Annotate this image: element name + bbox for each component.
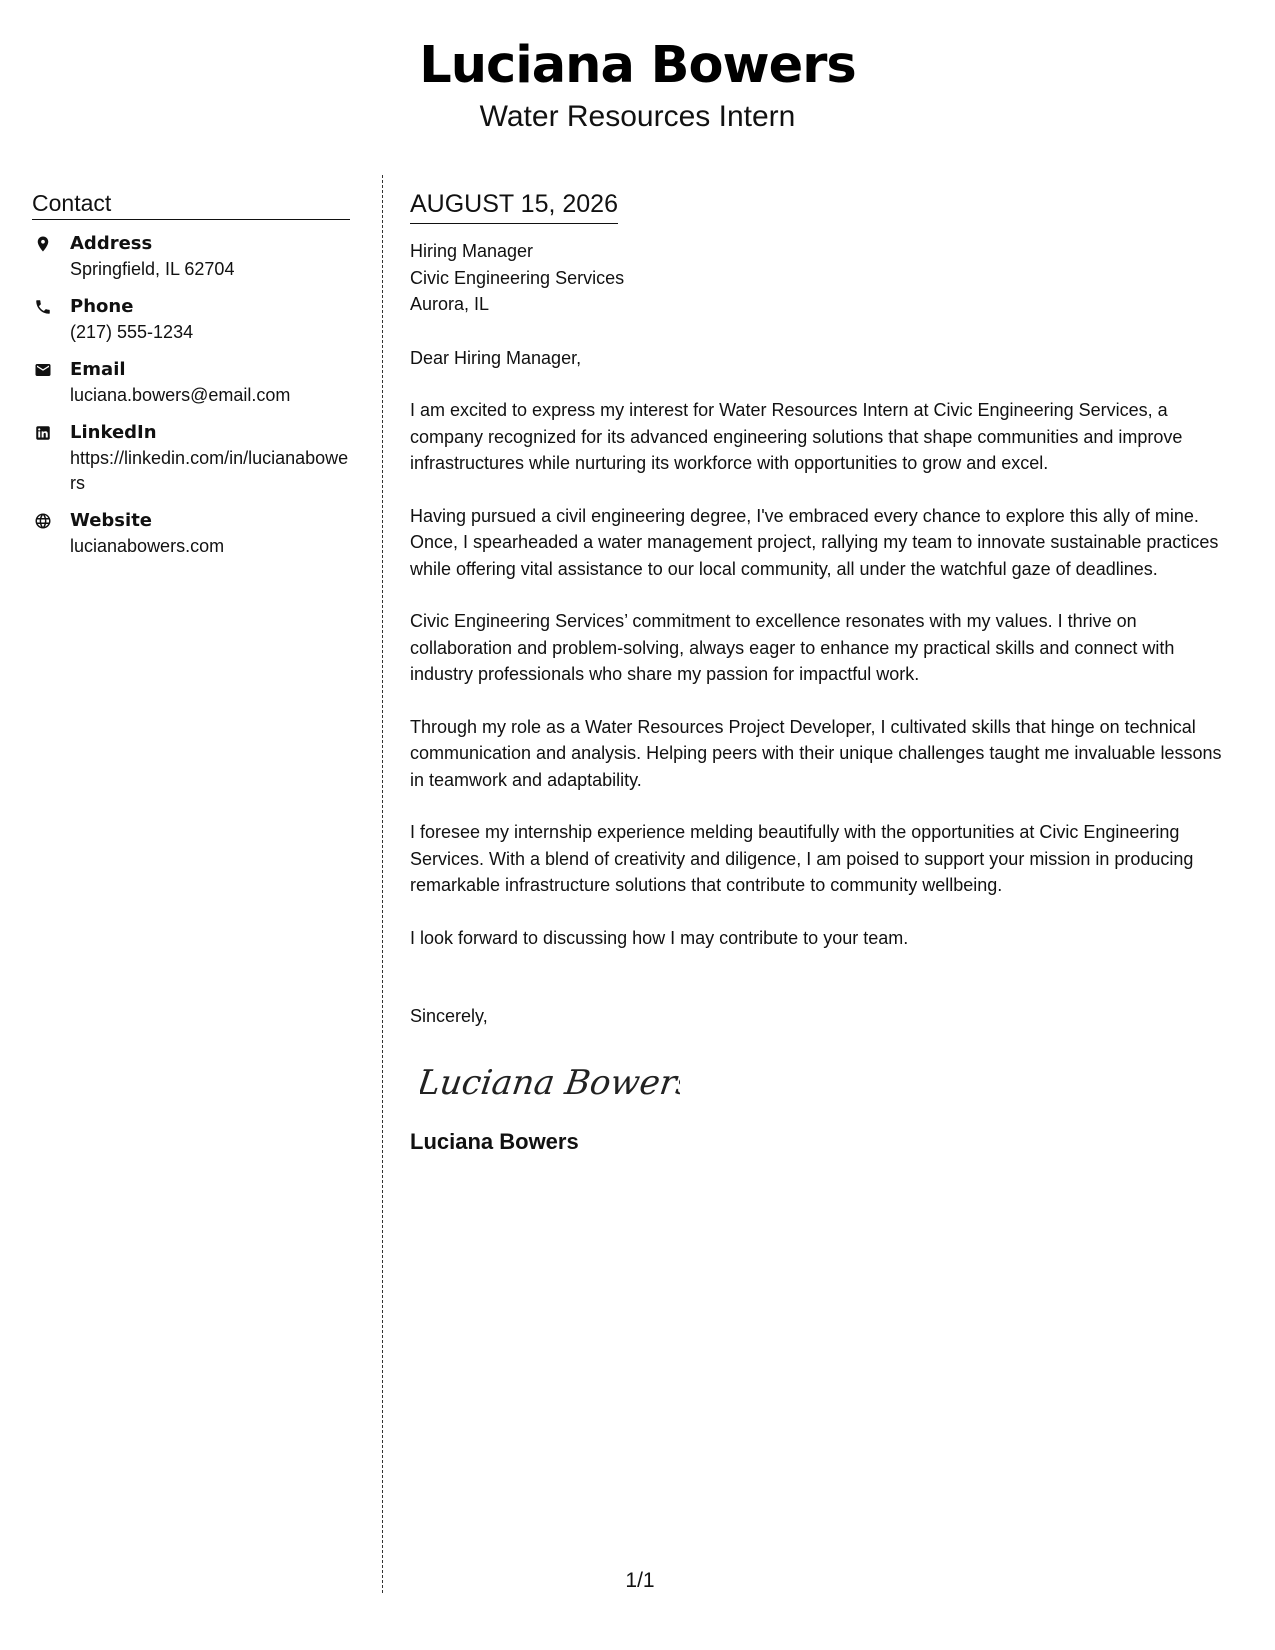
column-divider	[382, 175, 383, 1593]
recipient-company: Civic Engineering Services	[410, 267, 625, 288]
phone-icon	[32, 294, 70, 320]
body-paragraph: I look forward to discussing how I may contribute to your team.	[410, 927, 909, 948]
contact-item-website	[32, 508, 350, 559]
body-paragraph: Having pursued a civil engineering degree, I've embraced every chance to explore this ally of mine. Once, I spearheaded a water management project, rallying my team to innovate sustainable practices while offering vital assistance to our local community, all under the watchful gaze of deadlines.	[410, 505, 1219, 579]
contact-label: Website	[70, 510, 153, 531]
linkedin-value[interactable]: https://linkedin.com/in/lucianabowers	[70, 448, 349, 493]
website-value[interactable]: lucianabowers.com	[70, 536, 225, 556]
salutation: Dear Hiring Manager,	[410, 347, 582, 368]
contact-sidebar	[32, 188, 350, 571]
page-number: 1/1	[625, 1569, 655, 1592]
handwritten-signature	[420, 1052, 1235, 1112]
applicant-name: Luciana Bowers	[419, 36, 856, 95]
globe-icon	[32, 508, 70, 534]
address-value: Springfield, IL 62704	[70, 259, 235, 279]
contact-item-email	[32, 357, 350, 408]
map-pin-icon	[32, 231, 70, 257]
letter-header	[0, 36, 1275, 136]
contact-label: Address	[70, 233, 153, 254]
contact-label: LinkedIn	[70, 422, 157, 443]
letter-date: AUGUST 15, 2026	[410, 188, 618, 224]
applicant-job-title: Water Resources Intern	[479, 100, 796, 133]
body-paragraph: I foresee my internship experience melding beautifully with the opportunities at Civic Engineering Services. With a blend of creativity and diligence, I am poised to support your mission in producing remarkable infrastructure solutions that contribute to community wellbeing.	[410, 822, 1194, 895]
email-icon	[32, 357, 70, 383]
contact-heading: Contact	[32, 188, 350, 220]
contact-label: Email	[70, 359, 126, 380]
contact-item-linkedin	[32, 420, 350, 496]
email-value[interactable]: luciana.bowers@email.com	[70, 385, 291, 405]
signer-name: Luciana Bowers	[410, 1128, 579, 1154]
signature-image	[420, 1052, 680, 1112]
body-paragraph: Civic Engineering Services’ commitment to excellence resonates with my values. I thrive on collaboration and problem-solving, always eager to enhance my practical skills and connect with industry professionals who share my passion for impactful work.	[410, 611, 1175, 684]
recipient-title: Hiring Manager	[410, 241, 534, 261]
linkedin-icon	[32, 420, 70, 446]
contact-item-address	[32, 231, 350, 282]
signature-text: Luciana Bowers	[420, 1062, 680, 1103]
closing: Sincerely,	[410, 1006, 488, 1026]
contact-item-phone	[32, 294, 350, 345]
body-paragraph: Through my role as a Water Resources Project Developer, I cultivated skills that hinge on technical communication and analysis. Helping peers with their unique challenges taught me invaluable lessons in teamwork and adaptability.	[410, 716, 1222, 790]
recipient-block	[410, 238, 1235, 318]
contact-list	[32, 231, 350, 559]
recipient-location: Aurora, IL	[410, 294, 490, 314]
letter-body	[410, 188, 1235, 1156]
phone-value[interactable]: (217) 555-1234	[70, 322, 194, 342]
body-paragraph: I am excited to express my interest for Water Resources Intern at Civic Engineering Services, a company recognized for its advanced engineering solutions that shape communities and improve infrastructures while nurturing its workforce with opportunities to grow and excel.	[410, 400, 1183, 473]
contact-label: Phone	[70, 296, 134, 317]
